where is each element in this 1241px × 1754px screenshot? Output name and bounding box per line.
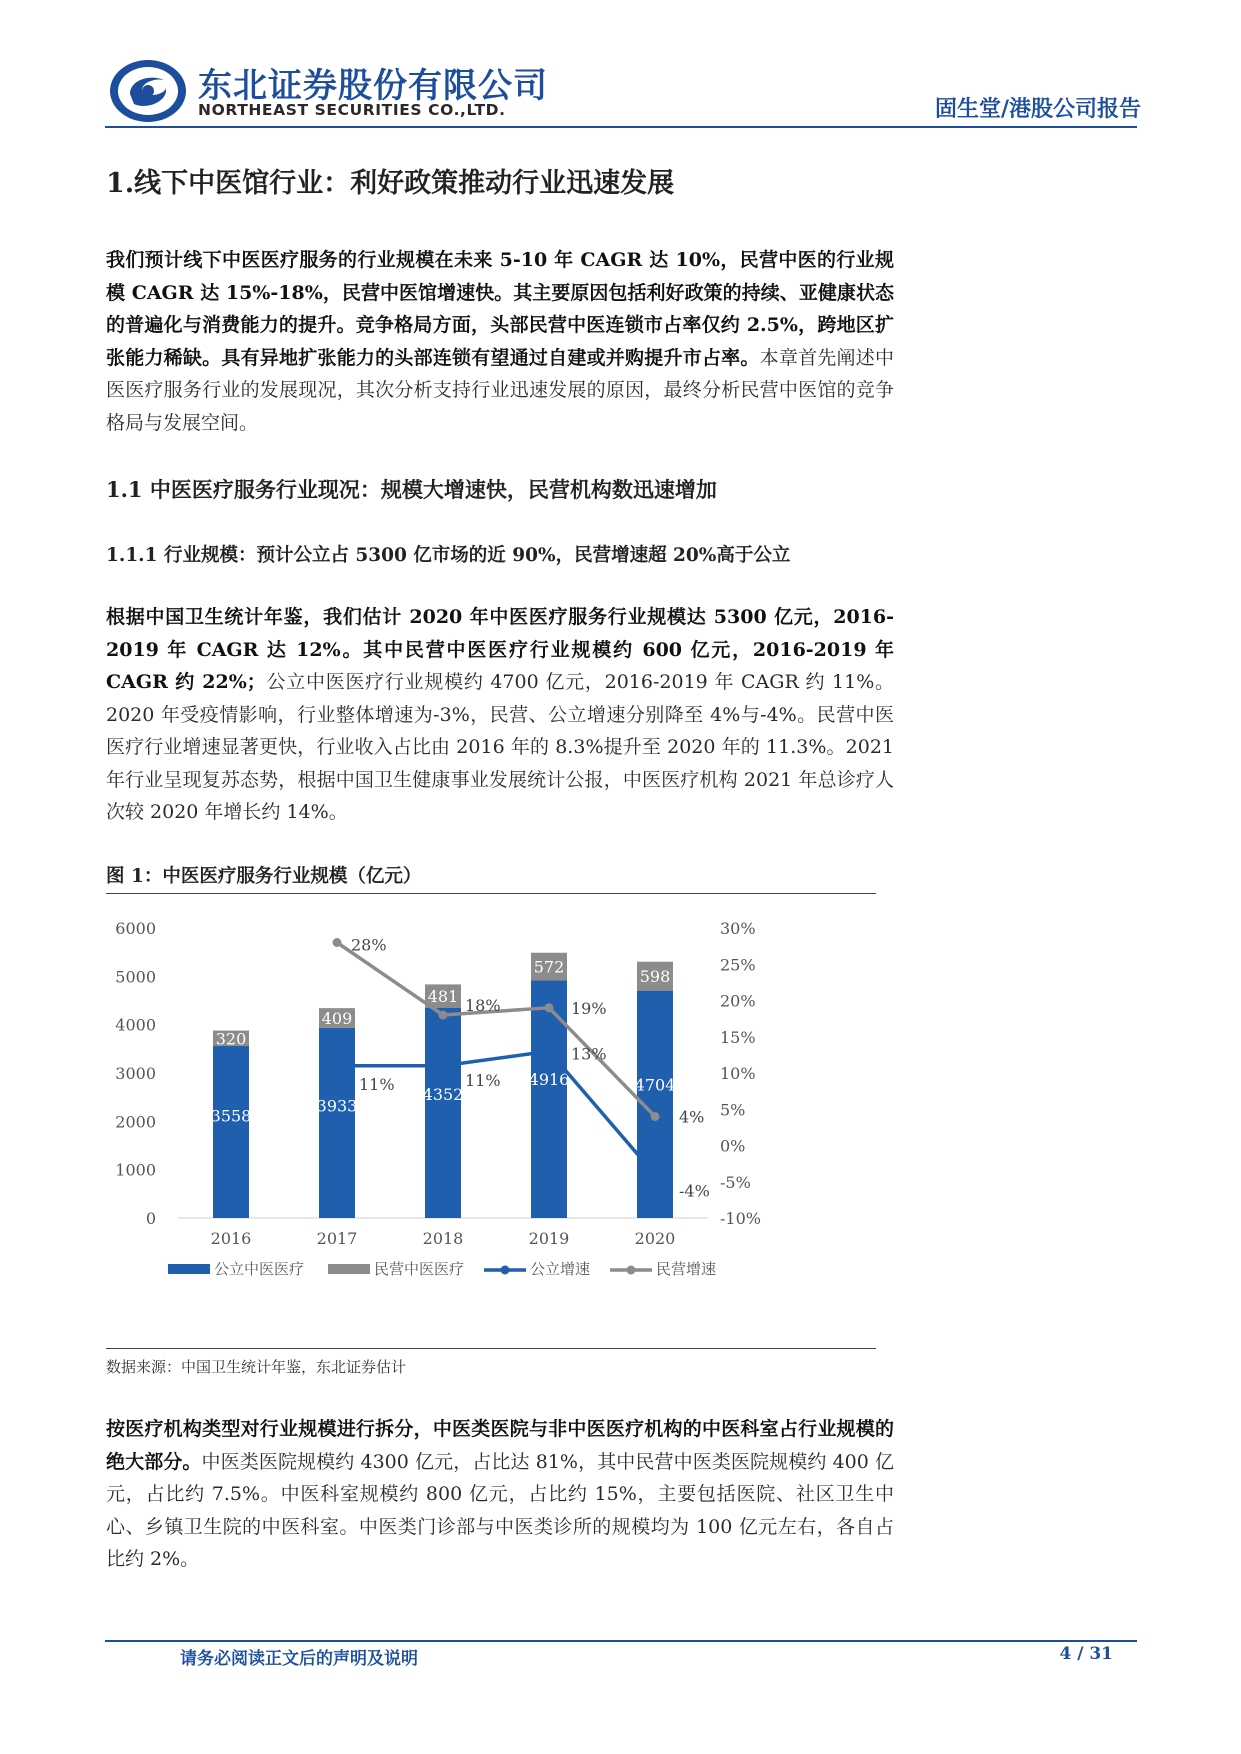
public-growth-value-label: -4% [679, 1181, 710, 1201]
private-growth-value-label: 28% [351, 935, 387, 955]
footer-disclaimer: 请务必阅读正文后的声明及说明 [180, 1649, 418, 1669]
y-left-tick-label: 1000 [115, 1160, 156, 1180]
bar-public [531, 980, 567, 1218]
legend-label: 公立中医医疗 [214, 1260, 305, 1278]
x-tick-label: 2020 [634, 1229, 676, 1248]
figure-title: 图 1：中医医疗服务行业规模（亿元） [106, 866, 422, 887]
bar-public-value-label: 3558 [210, 1106, 252, 1126]
bar-public [425, 1008, 461, 1218]
intro-paragraph-bold: 我们预计线下中医医疗服务的行业规模在未来 5-10 年 CAGR 达 10%，民营中医的行业规模 CAGR 达 15%-18%，民营中医馆增速快。其主要原因包括利好政策的持续、亚健康状态的普遍化与消费能力的提升。竞争格局方面，头部民营中医连锁市占率仅约 2.5%，跨地区扩张能力稀缺。具有异地扩张能力的头部连锁有望通过自建或并购提升市占率。 [106, 249, 894, 369]
figure-bottom-rule [106, 1348, 876, 1349]
bar-public-value-label: 4916 [528, 1069, 570, 1089]
bar-private-value-label: 409 [321, 1009, 353, 1029]
legend-swatch [328, 1264, 370, 1274]
y-right-tick-label: 15% [720, 1027, 756, 1047]
y-left-tick-label: 6000 [115, 919, 156, 938]
bar-private-value-label: 572 [533, 957, 565, 977]
y-left-tick-label: 3000 [115, 1064, 156, 1083]
bar-private-value-label: 481 [427, 987, 459, 1007]
subsection-heading: 1.1 中医医疗服务行业现况：规模大增速快，民营机构数迅速增加 [106, 477, 717, 502]
bar-private-value-label: 598 [639, 967, 671, 987]
private-growth-point [333, 938, 342, 947]
report-tag: 固生堂/港股公司报告 [934, 97, 1141, 122]
bar-public-value-label: 4352 [422, 1085, 464, 1105]
y-right-tick-label: 25% [720, 955, 756, 975]
legend-swatch-marker [627, 1266, 636, 1275]
legend-swatch [168, 1264, 210, 1274]
market-size-paragraph-normal: 公立中医医疗行业规模约 4700 亿元，2016-2019 年 CAGR 约 11%。2020 年受疫情影响，行业整体增速为-3%，民营、公立增速分别降至 4%与-4%。民营中医医疗行业增速显著更快，行业收入占比由 2016 年的 8.3%提升至 2020 年的 11.3%。2021 年行业呈现复苏态势，根据中国卫生健康事业发展统计公报，中医医疗机构 2021 年总诊疗人次较 2020 年增长约 14%。 [106, 671, 894, 823]
private-growth-value-label: 18% [465, 996, 501, 1015]
y-right-tick-label: 5% [720, 1100, 746, 1120]
market-size-chart [106, 900, 886, 1310]
bar-public-value-label: 4704 [634, 1075, 676, 1095]
public-growth-point [651, 1170, 660, 1179]
y-right-tick-label: -10% [720, 1209, 761, 1228]
intro-paragraph-normal: 本章首先阐述中医医疗服务行业的发展现况，其次分析支持行业迅速发展的原因，最终分析民营中医馆的竞争格局与发展空间。 [106, 346, 894, 434]
legend-swatch-marker [501, 1266, 510, 1275]
figure-top-rule [106, 893, 876, 894]
y-right-tick-label: 30% [720, 919, 756, 938]
section-heading: 1.线下中医馆行业：利好政策推动行业迅速发展 [106, 168, 675, 199]
bar-public [213, 1046, 249, 1218]
market-size-paragraph [106, 601, 894, 829]
bar-public-value-label: 3933 [316, 1096, 358, 1116]
x-tick-label: 2019 [528, 1229, 570, 1248]
company-logo-icon [108, 58, 188, 124]
subsubsection-heading: 1.1.1 行业规模：预计公立占 5300 亿市场的近 90%，民营增速超 20%高于公立 [106, 545, 791, 566]
header-divider [105, 126, 1137, 128]
public-growth-point [545, 1047, 554, 1056]
private-growth-point [545, 1003, 554, 1012]
public-growth-point [439, 1061, 448, 1070]
public-growth-point [333, 1061, 342, 1070]
bar-public [319, 1028, 355, 1218]
intro-paragraph [106, 244, 894, 439]
x-tick-label: 2018 [422, 1229, 464, 1248]
public-growth-value-label: 11% [465, 1070, 501, 1090]
legend-label: 公立增速 [530, 1260, 591, 1278]
market-size-paragraph-bold: 根据中国卫生统计年鉴，我们估计 2020 年中医医疗服务行业规模达 5300 亿元，2016-2019 年 CAGR 达 12%。其中民营中医医疗行业规模约 600 亿元，2016-2019 年 CAGR 约 22%； [106, 606, 894, 693]
private-growth-value-label: 19% [571, 998, 607, 1018]
private-growth-value-label: 4% [679, 1107, 705, 1127]
bar-private-value-label: 320 [215, 1029, 247, 1049]
legend-label: 民营增速 [656, 1260, 717, 1278]
footer-divider [105, 1640, 1137, 1642]
legend-label: 民营中医医疗 [374, 1260, 465, 1278]
figure-source: 数据来源：中国卫生统计年鉴，东北证券估计 [106, 1358, 407, 1376]
company-name-cn: 东北证券股份有限公司 [198, 66, 548, 106]
public-growth-value-label: 11% [359, 1074, 395, 1094]
public-growth-value-label: 13% [571, 1044, 607, 1064]
y-right-tick-label: 10% [720, 1064, 756, 1083]
y-right-tick-label: 0% [720, 1136, 746, 1156]
y-left-tick-label: 5000 [115, 967, 156, 987]
private-growth-point [651, 1112, 660, 1121]
private-growth-point [439, 1011, 448, 1020]
segment-paragraph [106, 1413, 894, 1576]
y-left-tick-label: 0 [145, 1209, 156, 1228]
segment-paragraph-normal: 中医类医院规模约 4300 亿元，占比达 81%，其中民营中医类医院规模约 400 亿元，占比约 7.5%。中医科室规模约 800 亿元，占比约 15%，主要包括医院、社区卫生中心、乡镇卫生院的中医科室。中医类门诊部与中医类诊所的规模均为 100 亿元左右，各自占比约 2%。 [106, 1450, 894, 1570]
y-right-tick-label: 20% [720, 991, 756, 1011]
company-name-en: NORTHEAST SECURITIES CO.,LTD. [198, 101, 506, 119]
page-number: 4 / 31 [1059, 1644, 1113, 1664]
x-tick-label: 2017 [316, 1229, 358, 1248]
segment-paragraph-bold: 按医疗机构类型对行业规模进行拆分，中医类医院与非中医医疗机构的中医科室占行业规模的绝大部分。 [106, 1418, 894, 1473]
y-left-tick-label: 4000 [115, 1015, 156, 1035]
y-left-tick-label: 2000 [115, 1112, 156, 1132]
x-tick-label: 2016 [210, 1229, 252, 1248]
y-right-tick-label: -5% [720, 1172, 751, 1192]
